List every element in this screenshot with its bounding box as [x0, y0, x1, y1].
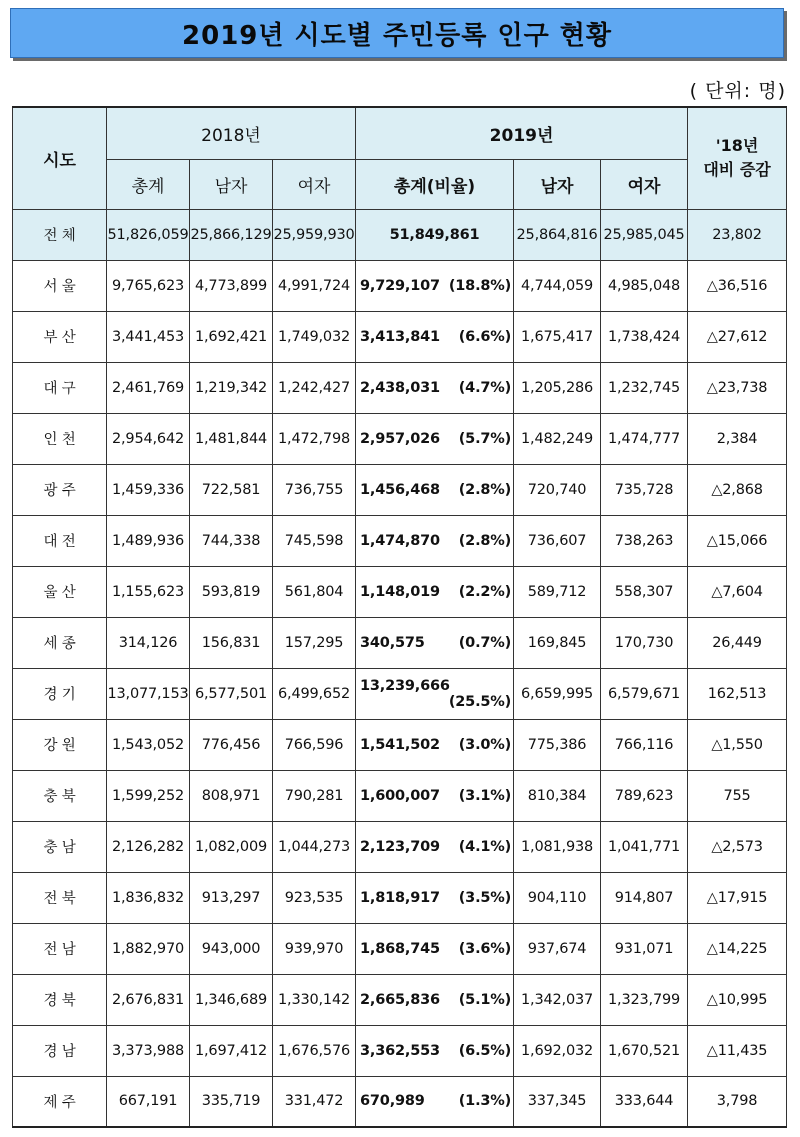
female-2019-cell: 6,579,671 [601, 668, 688, 719]
change-cell: 162,513 [688, 668, 787, 719]
female-2018-cell: 157,295 [273, 617, 356, 668]
header-2018-female: 여자 [273, 159, 356, 209]
table-row [13, 515, 787, 566]
total-2019-value: 340,575 [360, 634, 425, 651]
ratio-2019-value: (0.7%) [458, 634, 512, 651]
ratio-2019-value: (6.5%) [458, 1042, 512, 1059]
male-2018-cell: 25,866,129 [190, 209, 273, 260]
table-row [13, 566, 787, 617]
male-2018-cell: 776,456 [190, 719, 273, 770]
region-cell: 충 남 [13, 821, 107, 872]
total-ratio-2019-cell [356, 464, 514, 515]
header-year-2018: 2018년 [107, 107, 356, 159]
female-2018-cell: 331,472 [273, 1076, 356, 1127]
change-cell: △2,573 [688, 821, 787, 872]
total-2018-cell: 9,765,623 [107, 260, 190, 311]
header-2019-female: 여자 [601, 159, 688, 209]
female-2019-cell: 1,232,745 [601, 362, 688, 413]
total-ratio-2019-cell [356, 668, 514, 719]
change-cell: 755 [688, 770, 787, 821]
male-2018-cell: 943,000 [190, 923, 273, 974]
male-2019-cell: 169,845 [514, 617, 601, 668]
change-cell: △17,915 [688, 872, 787, 923]
female-2019-cell: 931,071 [601, 923, 688, 974]
male-2018-cell: 808,971 [190, 770, 273, 821]
change-cell: △27,612 [688, 311, 787, 362]
male-2019-cell: 810,384 [514, 770, 601, 821]
male-2019-cell: 1,205,286 [514, 362, 601, 413]
ratio-2019-value: (2.8%) [458, 532, 512, 549]
total-ratio-2019-cell [356, 923, 514, 974]
male-2019-cell: 1,081,938 [514, 821, 601, 872]
male-2019-cell: 589,712 [514, 566, 601, 617]
total-ratio-2019-cell [356, 311, 514, 362]
population-table [12, 106, 787, 1128]
table-row [13, 872, 787, 923]
total-2018-cell: 1,543,052 [107, 719, 190, 770]
female-2019-cell: 4,985,048 [601, 260, 688, 311]
header-change [688, 107, 787, 209]
region-cell: 제 주 [13, 1076, 107, 1127]
region-cell: 전 북 [13, 872, 107, 923]
female-2018-cell: 1,044,273 [273, 821, 356, 872]
change-cell: 2,384 [688, 413, 787, 464]
ratio-2019-value: (4.1%) [458, 838, 512, 855]
change-cell: △2,868 [688, 464, 787, 515]
male-2019-cell: 1,342,037 [514, 974, 601, 1025]
female-2019-cell: 914,807 [601, 872, 688, 923]
header-year-2019: 2019년 [356, 107, 688, 159]
region-cell: 전 체 [13, 209, 107, 260]
ratio-2019-value: (5.1%) [458, 991, 512, 1008]
change-cell: △14,225 [688, 923, 787, 974]
total-ratio-2019-cell [356, 413, 514, 464]
ratio-2019-value: (1.3%) [458, 1093, 512, 1110]
region-cell: 대 구 [13, 362, 107, 413]
male-2018-cell: 1,481,844 [190, 413, 273, 464]
total-2019-value: 13,239,666 [360, 677, 450, 694]
total-2019-value: 2,438,031 [360, 379, 440, 396]
table-row [13, 311, 787, 362]
region-cell: 경 기 [13, 668, 107, 719]
total-2019-value: 2,123,709 [360, 838, 440, 855]
region-cell: 인 천 [13, 413, 107, 464]
total-2018-cell: 51,826,059 [107, 209, 190, 260]
total-ratio-2019-cell [356, 719, 514, 770]
total-2018-cell: 2,461,769 [107, 362, 190, 413]
female-2018-cell: 923,535 [273, 872, 356, 923]
change-cell: △15,066 [688, 515, 787, 566]
total-2018-cell: 1,882,970 [107, 923, 190, 974]
change-cell: △7,604 [688, 566, 787, 617]
page-title-banner [10, 8, 784, 58]
male-2018-cell: 1,082,009 [190, 821, 273, 872]
ratio-2019-value: (6.6%) [458, 328, 512, 345]
total-2019-value: 1,148,019 [360, 583, 440, 600]
total-2019-value: 51,849,861 [389, 226, 480, 243]
table-row [13, 617, 787, 668]
ratio-2019-value: (5.7%) [458, 430, 512, 447]
total-2018-cell: 3,441,453 [107, 311, 190, 362]
female-2018-cell: 561,804 [273, 566, 356, 617]
total-ratio-2019-cell [356, 515, 514, 566]
female-2019-cell: 738,263 [601, 515, 688, 566]
male-2019-cell: 4,744,059 [514, 260, 601, 311]
change-cell: △11,435 [688, 1025, 787, 1076]
table-body [13, 209, 787, 1127]
female-2019-cell: 1,323,799 [601, 974, 688, 1025]
total-ratio-2019-cell [356, 209, 514, 260]
male-2018-cell: 1,697,412 [190, 1025, 273, 1076]
table-row [13, 668, 787, 719]
total-ratio-2019-cell [356, 566, 514, 617]
header-2018-male: 남자 [190, 159, 273, 209]
region-cell: 경 북 [13, 974, 107, 1025]
total-ratio-2019-cell [356, 1076, 514, 1127]
male-2019-cell: 775,386 [514, 719, 601, 770]
total-2019-value: 1,818,917 [360, 889, 440, 906]
female-2019-cell: 558,307 [601, 566, 688, 617]
total-ratio-2019-cell [356, 821, 514, 872]
female-2018-cell: 1,330,142 [273, 974, 356, 1025]
table-row [13, 719, 787, 770]
region-cell: 경 남 [13, 1025, 107, 1076]
male-2018-cell: 593,819 [190, 566, 273, 617]
region-cell: 충 북 [13, 770, 107, 821]
change-cell: 3,798 [688, 1076, 787, 1127]
header-change-line1: '18년 [715, 136, 759, 156]
table-row [13, 1076, 787, 1127]
region-cell: 대 전 [13, 515, 107, 566]
total-ratio-2019-cell [356, 362, 514, 413]
female-2018-cell: 766,596 [273, 719, 356, 770]
total-2019-value: 3,362,553 [360, 1042, 440, 1059]
ratio-2019-value: (4.7%) [458, 379, 512, 396]
unit-label: ( 단위: 명) [689, 80, 786, 102]
female-2018-cell: 1,749,032 [273, 311, 356, 362]
change-cell: 26,449 [688, 617, 787, 668]
table-row [13, 923, 787, 974]
female-2018-cell: 25,959,930 [273, 209, 356, 260]
female-2019-cell: 735,728 [601, 464, 688, 515]
table-row [13, 1025, 787, 1076]
female-2019-cell: 1,670,521 [601, 1025, 688, 1076]
table-header [13, 107, 787, 209]
female-2019-cell: 1,041,771 [601, 821, 688, 872]
female-2018-cell: 790,281 [273, 770, 356, 821]
male-2018-cell: 6,577,501 [190, 668, 273, 719]
ratio-2019-value: (3.0%) [458, 736, 512, 753]
total-2018-cell: 2,126,282 [107, 821, 190, 872]
total-2018-cell: 3,373,988 [107, 1025, 190, 1076]
female-2018-cell: 1,676,576 [273, 1025, 356, 1076]
female-2019-cell: 333,644 [601, 1076, 688, 1127]
table-row [13, 260, 787, 311]
female-2019-cell: 170,730 [601, 617, 688, 668]
male-2019-cell: 1,675,417 [514, 311, 601, 362]
female-2018-cell: 4,991,724 [273, 260, 356, 311]
region-cell: 세 종 [13, 617, 107, 668]
total-ratio-2019-cell [356, 974, 514, 1025]
table-row [13, 413, 787, 464]
total-2018-cell: 1,599,252 [107, 770, 190, 821]
total-2018-cell: 13,077,153 [107, 668, 190, 719]
male-2019-cell: 904,110 [514, 872, 601, 923]
change-cell: △36,516 [688, 260, 787, 311]
total-ratio-2019-cell [356, 617, 514, 668]
total-2019-value: 1,600,007 [360, 787, 440, 804]
total-2019-value: 1,474,870 [360, 532, 440, 549]
total-ratio-2019-cell [356, 872, 514, 923]
male-2019-cell: 720,740 [514, 464, 601, 515]
female-2018-cell: 939,970 [273, 923, 356, 974]
region-cell: 부 산 [13, 311, 107, 362]
region-cell: 광 주 [13, 464, 107, 515]
male-2018-cell: 1,219,342 [190, 362, 273, 413]
region-cell: 울 산 [13, 566, 107, 617]
total-2018-cell: 667,191 [107, 1076, 190, 1127]
total-2018-cell: 1,836,832 [107, 872, 190, 923]
table-row [13, 974, 787, 1025]
male-2019-cell: 1,692,032 [514, 1025, 601, 1076]
total-2018-cell: 1,155,623 [107, 566, 190, 617]
male-2019-cell: 25,864,816 [514, 209, 601, 260]
female-2018-cell: 736,755 [273, 464, 356, 515]
region-cell: 서 울 [13, 260, 107, 311]
total-2019-value: 9,729,107 [360, 277, 440, 294]
total-2019-value: 2,665,836 [360, 991, 440, 1008]
male-2018-cell: 4,773,899 [190, 260, 273, 311]
male-2018-cell: 744,338 [190, 515, 273, 566]
female-2019-cell: 1,474,777 [601, 413, 688, 464]
ratio-2019-value: (2.2%) [458, 583, 512, 600]
total-2018-cell: 2,954,642 [107, 413, 190, 464]
page-title: 2019년 시도별 주민등록 인구 현황 [182, 20, 612, 51]
total-ratio-2019-cell [356, 770, 514, 821]
total-ratio-2019-cell [356, 260, 514, 311]
male-2019-cell: 937,674 [514, 923, 601, 974]
ratio-2019-value: (3.1%) [458, 787, 512, 804]
female-2018-cell: 745,598 [273, 515, 356, 566]
male-2018-cell: 156,831 [190, 617, 273, 668]
female-2019-cell: 25,985,045 [601, 209, 688, 260]
total-2019-value: 2,957,026 [360, 430, 440, 447]
header-region: 시도 [13, 107, 107, 209]
male-2019-cell: 1,482,249 [514, 413, 601, 464]
ratio-2019-value: (25.5%) [448, 693, 512, 710]
female-2018-cell: 1,472,798 [273, 413, 356, 464]
male-2018-cell: 1,692,421 [190, 311, 273, 362]
total-2019-value: 1,541,502 [360, 736, 440, 753]
table-row [13, 821, 787, 872]
female-2018-cell: 6,499,652 [273, 668, 356, 719]
total-2018-cell: 1,489,936 [107, 515, 190, 566]
total-2019-value: 670,989 [360, 1093, 425, 1110]
male-2019-cell: 6,659,995 [514, 668, 601, 719]
ratio-2019-value: (3.6%) [458, 940, 512, 957]
table-row [13, 770, 787, 821]
female-2019-cell: 789,623 [601, 770, 688, 821]
region-cell: 강 원 [13, 719, 107, 770]
total-2019-value: 1,868,745 [360, 940, 440, 957]
total-2018-cell: 314,126 [107, 617, 190, 668]
ratio-2019-value: (3.5%) [458, 889, 512, 906]
male-2018-cell: 335,719 [190, 1076, 273, 1127]
change-cell: △23,738 [688, 362, 787, 413]
total-2018-cell: 2,676,831 [107, 974, 190, 1025]
header-2019-male: 남자 [514, 159, 601, 209]
female-2018-cell: 1,242,427 [273, 362, 356, 413]
change-cell: △10,995 [688, 974, 787, 1025]
header-change-line2: 대비 증감 [703, 160, 771, 180]
female-2019-cell: 766,116 [601, 719, 688, 770]
region-cell: 전 남 [13, 923, 107, 974]
total-2018-cell: 1,459,336 [107, 464, 190, 515]
male-2018-cell: 722,581 [190, 464, 273, 515]
change-cell: 23,802 [688, 209, 787, 260]
ratio-2019-value: (18.8%) [448, 277, 512, 294]
female-2019-cell: 1,738,424 [601, 311, 688, 362]
table-row [13, 464, 787, 515]
ratio-2019-value: (2.8%) [458, 481, 512, 498]
table-row [13, 209, 787, 260]
total-2019-value: 1,456,468 [360, 481, 440, 498]
header-2018-total: 총계 [107, 159, 190, 209]
header-2019-total-ratio: 총계(비율) [356, 159, 514, 209]
male-2019-cell: 736,607 [514, 515, 601, 566]
change-cell: △1,550 [688, 719, 787, 770]
male-2018-cell: 913,297 [190, 872, 273, 923]
total-ratio-2019-cell [356, 1025, 514, 1076]
male-2019-cell: 337,345 [514, 1076, 601, 1127]
male-2018-cell: 1,346,689 [190, 974, 273, 1025]
table-row [13, 362, 787, 413]
total-2019-value: 3,413,841 [360, 328, 440, 345]
